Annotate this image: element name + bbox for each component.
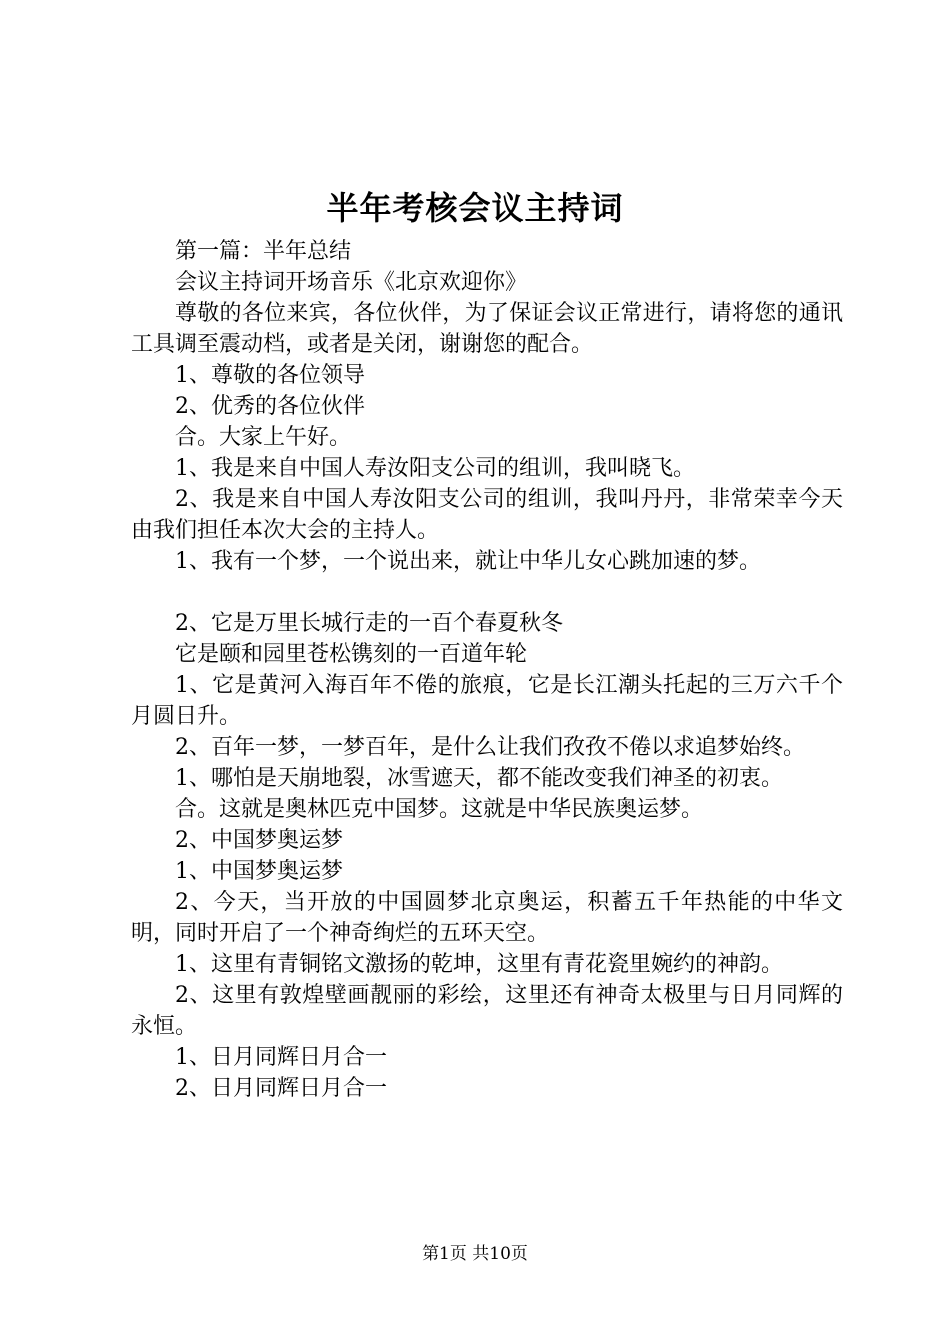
paragraph: 会议主持词开场音乐《北京欢迎你》 — [175, 270, 528, 295]
paragraph: 1、哪怕是天崩地裂，冰雪遮天，都不能改变我们神圣的初衷。 — [175, 766, 783, 791]
paragraph: 合。这就是奥林匹克中国梦。这就是中华民族奥运梦。 — [175, 797, 704, 822]
paragraph: 1、这里有青铜铭文激扬的乾坤，这里有青花瓷里婉约的神韵。 — [175, 952, 783, 977]
paragraph: 它是颐和园里苍松镌刻的一百道年轮 — [175, 642, 528, 667]
paragraph: 2、优秀的各位伙伴 — [175, 394, 365, 419]
paragraph: 2、今天，当开放的中国圆梦北京奥运，积蓄五千年热能的中华文明，同时开启了一个神奇绚烂的五环天空。 — [131, 890, 843, 946]
paragraph: 2、中国梦奥运梦 — [175, 828, 343, 853]
paragraph: 1、中国梦奥运梦 — [175, 859, 343, 884]
paragraph: 2、它是万里长城行走的一百个春夏秋冬 — [175, 611, 563, 636]
paragraph: 合。大家上午好。 — [175, 425, 352, 450]
page-number-footer: 第1页 共10页 — [422, 1244, 528, 1264]
paragraph: 2、我是来自中国人寿汝阳支公司的组训，我叫丹丹，非常荣幸今天由我们担任本次大会的主持人。 — [131, 487, 843, 543]
paragraph: 2、日月同辉日月合一 — [175, 1076, 387, 1101]
paragraph: 2、这里有敦煌壁画靓丽的彩绘，这里还有神奇太极里与日月同辉的永恒。 — [131, 983, 843, 1039]
paragraph: 1、它是黄河入海百年不倦的旅痕，它是长江潮头托起的三万六千个月圆日升。 — [131, 673, 843, 729]
paragraph: 2、百年一梦，一梦百年，是什么让我们孜孜不倦以求追梦始终。 — [175, 735, 805, 760]
paragraph: 1、尊敬的各位领导 — [175, 363, 365, 388]
paragraph: 1、日月同辉日月合一 — [175, 1045, 387, 1070]
paragraph: 第一篇：半年总结 — [175, 239, 352, 264]
paragraph: 1、我是来自中国人寿汝阳支公司的组训，我叫晓飞。 — [175, 456, 695, 481]
paragraph: 尊敬的各位来宾，各位伙伴，为了保证会议正常进行，请将您的通讯工具调至震动档，或者是关闭，谢谢您的配合。 — [131, 301, 843, 357]
document-body — [131, 236, 843, 1104]
document-title: 半年考核会议主持词 — [326, 189, 624, 227]
paragraph: 1、我有一个梦，一个说出来，就让中华儿女心跳加速的梦。 — [175, 549, 761, 574]
